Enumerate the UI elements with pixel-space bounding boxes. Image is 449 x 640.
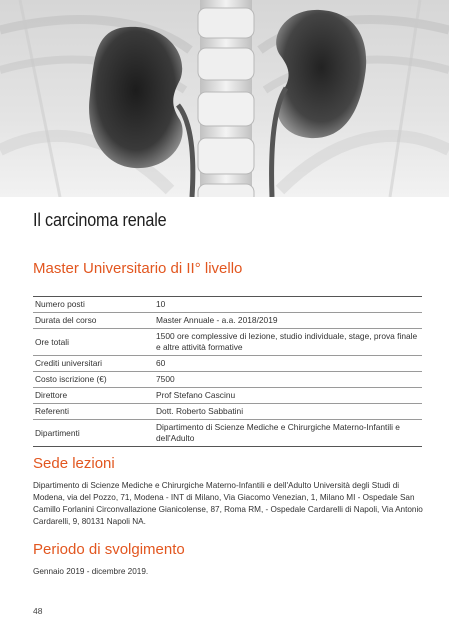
sede-heading: Sede lezioni xyxy=(33,455,115,472)
table-row xyxy=(33,329,422,356)
table-row xyxy=(33,356,422,372)
row-value: Prof Stefano Cascinu xyxy=(150,388,422,404)
row-value: 60 xyxy=(150,356,422,372)
sede-text: Dipartimento di Scienze Mediche e Chirurgiche Materno-Infantili e dell'Adulto Università degli Studi di Modena, via del Pozzo, 71, Modena - INT di Milano, Via Giacomo Venezian, 1, Milano MI - Ospedale San Camillo Forlanini Circonvallazione Gianicolense, 87, Roma RM, - Ospedale Cardarelli di Napoli, Via Antonio Cardarelli, 9, 80131 Napoli NA. xyxy=(33,481,423,526)
table-row xyxy=(33,297,422,313)
course-info-table xyxy=(33,296,422,447)
table-row xyxy=(33,313,422,329)
table-row xyxy=(33,372,422,388)
kidney-xray-image xyxy=(0,0,449,197)
row-value: Dott. Roberto Sabbatini xyxy=(150,404,422,420)
row-value: Master Annuale - a.a. 2018/2019 xyxy=(150,313,422,329)
row-label: Ore totali xyxy=(33,329,150,356)
row-label: Costo iscrizione (€) xyxy=(33,372,150,388)
page-number: 48 xyxy=(33,606,43,616)
table-row xyxy=(33,404,422,420)
table-row xyxy=(33,388,422,404)
kidney-xray-illustration xyxy=(0,0,449,197)
periodo-text: Gennaio 2019 - dicembre 2019. xyxy=(33,567,149,576)
row-label: Direttore xyxy=(33,388,150,404)
page-title: Il carcinoma renale xyxy=(33,210,167,230)
periodo-heading: Periodo di svolgimento xyxy=(33,541,185,558)
master-heading: Master Universitario di II° livello xyxy=(33,260,243,277)
row-value: 7500 xyxy=(150,372,422,388)
row-label: Crediti universitari xyxy=(33,356,150,372)
row-value: 10 xyxy=(150,297,422,313)
row-value: 1500 ore complessive di lezione, studio individuale, stage, prova finale e altre attività formative xyxy=(150,329,422,356)
row-label: Durata del corso xyxy=(33,313,150,329)
row-label: Referenti xyxy=(33,404,150,420)
row-label: Numero posti xyxy=(33,297,150,313)
row-value: Dipartimento di Scienze Mediche e Chirurgiche Materno-Infantili e dell'Adulto xyxy=(150,420,422,447)
row-label: Dipartimenti xyxy=(33,420,150,447)
table-row xyxy=(33,420,422,447)
